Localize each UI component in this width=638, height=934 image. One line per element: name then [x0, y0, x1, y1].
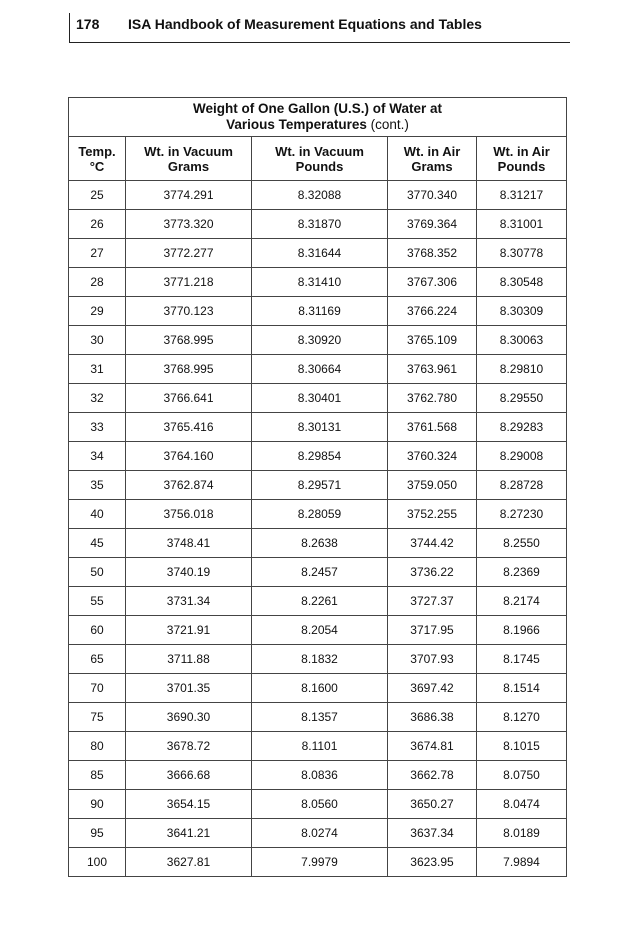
air-pounds-cell: 8.0474 — [477, 790, 567, 819]
running-header-title: ISA Handbook of Measurement Equations and Tables — [128, 16, 482, 32]
column-header-vacuum-grams: Wt. in Vacuum Grams — [126, 137, 252, 181]
vacuum-grams-cell: 3768.995 — [126, 355, 252, 384]
header-divider-horizontal — [69, 42, 570, 43]
vacuum-pounds-cell: 8.31870 — [252, 210, 388, 239]
vacuum-pounds-cell: 8.30131 — [252, 413, 388, 442]
air-pounds-cell: 8.31001 — [477, 210, 567, 239]
air-pounds-cell: 8.29810 — [477, 355, 567, 384]
air-grams-cell: 3759.050 — [388, 471, 477, 500]
vacuum-grams-cell: 3762.874 — [126, 471, 252, 500]
vacuum-pounds-cell: 8.2261 — [252, 587, 388, 616]
vacuum-grams-cell: 3764.160 — [126, 442, 252, 471]
vacuum-grams-cell: 3748.41 — [126, 529, 252, 558]
temp-cell: 85 — [69, 761, 126, 790]
table-row — [69, 355, 567, 384]
vacuum-pounds-cell: 8.30664 — [252, 355, 388, 384]
vacuum-pounds-cell: 8.2054 — [252, 616, 388, 645]
air-pounds-cell: 8.1015 — [477, 732, 567, 761]
temp-cell: 40 — [69, 500, 126, 529]
air-pounds-cell: 8.27230 — [477, 500, 567, 529]
air-grams-cell: 3762.780 — [388, 384, 477, 413]
temp-cell: 90 — [69, 790, 126, 819]
vacuum-grams-cell: 3721.91 — [126, 616, 252, 645]
vacuum-pounds-cell: 8.32088 — [252, 181, 388, 210]
air-pounds-cell: 7.9894 — [477, 848, 567, 877]
vacuum-grams-cell: 3773.320 — [126, 210, 252, 239]
header-divider-vertical — [69, 13, 70, 43]
caption-line-2: Various Temperatures — [226, 117, 367, 132]
vacuum-grams-cell: 3768.995 — [126, 326, 252, 355]
table-row — [69, 297, 567, 326]
air-pounds-cell: 8.0750 — [477, 761, 567, 790]
table-row — [69, 819, 567, 848]
vacuum-pounds-cell: 8.29571 — [252, 471, 388, 500]
vacuum-grams-cell: 3765.416 — [126, 413, 252, 442]
table-row — [69, 239, 567, 268]
vacuum-grams-cell: 3731.34 — [126, 587, 252, 616]
vacuum-grams-cell: 3740.19 — [126, 558, 252, 587]
temp-cell: 35 — [69, 471, 126, 500]
temp-cell: 27 — [69, 239, 126, 268]
air-grams-cell: 3736.22 — [388, 558, 477, 587]
table-row — [69, 268, 567, 297]
vacuum-pounds-cell: 8.1357 — [252, 703, 388, 732]
temp-cell: 55 — [69, 587, 126, 616]
vacuum-pounds-cell: 8.28059 — [252, 500, 388, 529]
air-grams-cell: 3744.42 — [388, 529, 477, 558]
temp-cell: 100 — [69, 848, 126, 877]
air-pounds-cell: 8.2369 — [477, 558, 567, 587]
air-pounds-cell: 8.1514 — [477, 674, 567, 703]
air-pounds-cell: 8.30548 — [477, 268, 567, 297]
temp-cell: 26 — [69, 210, 126, 239]
air-grams-cell: 3674.81 — [388, 732, 477, 761]
vacuum-pounds-cell: 8.31169 — [252, 297, 388, 326]
air-pounds-cell: 8.1270 — [477, 703, 567, 732]
air-pounds-cell: 8.29008 — [477, 442, 567, 471]
air-pounds-cell: 8.1966 — [477, 616, 567, 645]
temp-cell: 34 — [69, 442, 126, 471]
temp-cell: 31 — [69, 355, 126, 384]
air-pounds-cell: 8.30063 — [477, 326, 567, 355]
table-row — [69, 761, 567, 790]
air-pounds-cell: 8.0189 — [477, 819, 567, 848]
vacuum-grams-cell: 3678.72 — [126, 732, 252, 761]
temp-cell: 25 — [69, 181, 126, 210]
column-header-temp: Temp. °C — [69, 137, 126, 181]
air-pounds-cell: 8.28728 — [477, 471, 567, 500]
air-grams-cell: 3697.42 — [388, 674, 477, 703]
air-grams-cell: 3717.95 — [388, 616, 477, 645]
table-row — [69, 471, 567, 500]
air-grams-cell: 3760.324 — [388, 442, 477, 471]
table-row — [69, 413, 567, 442]
table-row — [69, 616, 567, 645]
column-header-air-pounds: Wt. in Air Pounds — [477, 137, 567, 181]
air-pounds-cell: 8.30309 — [477, 297, 567, 326]
air-grams-cell: 3707.93 — [388, 645, 477, 674]
air-pounds-cell: 8.1745 — [477, 645, 567, 674]
air-pounds-cell: 8.29550 — [477, 384, 567, 413]
caption-note: (cont.) — [370, 117, 409, 132]
air-grams-cell: 3767.306 — [388, 268, 477, 297]
table-row — [69, 674, 567, 703]
table-row — [69, 732, 567, 761]
air-grams-cell: 3763.961 — [388, 355, 477, 384]
air-grams-cell: 3770.340 — [388, 181, 477, 210]
temp-cell: 45 — [69, 529, 126, 558]
table-row — [69, 848, 567, 877]
vacuum-pounds-cell: 8.1600 — [252, 674, 388, 703]
vacuum-pounds-cell: 8.0836 — [252, 761, 388, 790]
temp-cell: 75 — [69, 703, 126, 732]
air-pounds-cell: 8.30778 — [477, 239, 567, 268]
temp-cell: 70 — [69, 674, 126, 703]
air-grams-cell: 3766.224 — [388, 297, 477, 326]
air-grams-cell: 3686.38 — [388, 703, 477, 732]
vacuum-grams-cell: 3774.291 — [126, 181, 252, 210]
vacuum-pounds-cell: 8.2457 — [252, 558, 388, 587]
vacuum-grams-cell: 3770.123 — [126, 297, 252, 326]
water-weight-table — [68, 97, 567, 877]
table-row — [69, 645, 567, 674]
vacuum-pounds-cell: 8.31410 — [252, 268, 388, 297]
air-grams-cell: 3769.364 — [388, 210, 477, 239]
air-grams-cell: 3727.37 — [388, 587, 477, 616]
vacuum-pounds-cell: 8.0274 — [252, 819, 388, 848]
vacuum-pounds-cell: 8.30401 — [252, 384, 388, 413]
vacuum-pounds-cell: 8.31644 — [252, 239, 388, 268]
vacuum-grams-cell: 3627.81 — [126, 848, 252, 877]
air-grams-cell: 3761.568 — [388, 413, 477, 442]
table-row — [69, 558, 567, 587]
vacuum-grams-cell: 3690.30 — [126, 703, 252, 732]
table-row — [69, 384, 567, 413]
vacuum-grams-cell: 3701.35 — [126, 674, 252, 703]
air-pounds-cell: 8.2550 — [477, 529, 567, 558]
column-header-vacuum-pounds: Wt. in Vacuum Pounds — [252, 137, 388, 181]
vacuum-grams-cell: 3641.21 — [126, 819, 252, 848]
temp-cell: 28 — [69, 268, 126, 297]
air-pounds-cell: 8.31217 — [477, 181, 567, 210]
vacuum-pounds-cell: 8.1832 — [252, 645, 388, 674]
temp-cell: 60 — [69, 616, 126, 645]
vacuum-grams-cell: 3756.018 — [126, 500, 252, 529]
temp-cell: 29 — [69, 297, 126, 326]
table-row — [69, 442, 567, 471]
vacuum-grams-cell: 3772.277 — [126, 239, 252, 268]
vacuum-pounds-cell: 8.1101 — [252, 732, 388, 761]
temp-cell: 80 — [69, 732, 126, 761]
vacuum-grams-cell: 3666.68 — [126, 761, 252, 790]
table-row — [69, 790, 567, 819]
temp-cell: 30 — [69, 326, 126, 355]
air-grams-cell: 3765.109 — [388, 326, 477, 355]
temp-cell: 50 — [69, 558, 126, 587]
vacuum-pounds-cell: 8.29854 — [252, 442, 388, 471]
page-number: 178 — [76, 16, 100, 32]
table-row — [69, 326, 567, 355]
air-grams-cell: 3752.255 — [388, 500, 477, 529]
table-row — [69, 500, 567, 529]
table-row — [69, 210, 567, 239]
air-grams-cell: 3768.352 — [388, 239, 477, 268]
table-row — [69, 529, 567, 558]
air-grams-cell: 3662.78 — [388, 761, 477, 790]
vacuum-grams-cell: 3654.15 — [126, 790, 252, 819]
temp-cell: 33 — [69, 413, 126, 442]
vacuum-pounds-cell: 8.2638 — [252, 529, 388, 558]
vacuum-pounds-cell: 7.9979 — [252, 848, 388, 877]
temp-cell: 65 — [69, 645, 126, 674]
vacuum-grams-cell: 3711.88 — [126, 645, 252, 674]
temp-cell: 32 — [69, 384, 126, 413]
air-grams-cell: 3637.34 — [388, 819, 477, 848]
air-pounds-cell: 8.2174 — [477, 587, 567, 616]
vacuum-pounds-cell: 8.30920 — [252, 326, 388, 355]
table-caption — [69, 98, 567, 137]
vacuum-grams-cell: 3766.641 — [126, 384, 252, 413]
caption-line-1: Weight of One Gallon (U.S.) of Water at — [193, 101, 442, 116]
table-row — [69, 587, 567, 616]
vacuum-grams-cell: 3771.218 — [126, 268, 252, 297]
table-row — [69, 181, 567, 210]
column-header-air-grams: Wt. in Air Grams — [388, 137, 477, 181]
air-grams-cell: 3623.95 — [388, 848, 477, 877]
air-grams-cell: 3650.27 — [388, 790, 477, 819]
temp-cell: 95 — [69, 819, 126, 848]
air-pounds-cell: 8.29283 — [477, 413, 567, 442]
table-row — [69, 703, 567, 732]
vacuum-pounds-cell: 8.0560 — [252, 790, 388, 819]
